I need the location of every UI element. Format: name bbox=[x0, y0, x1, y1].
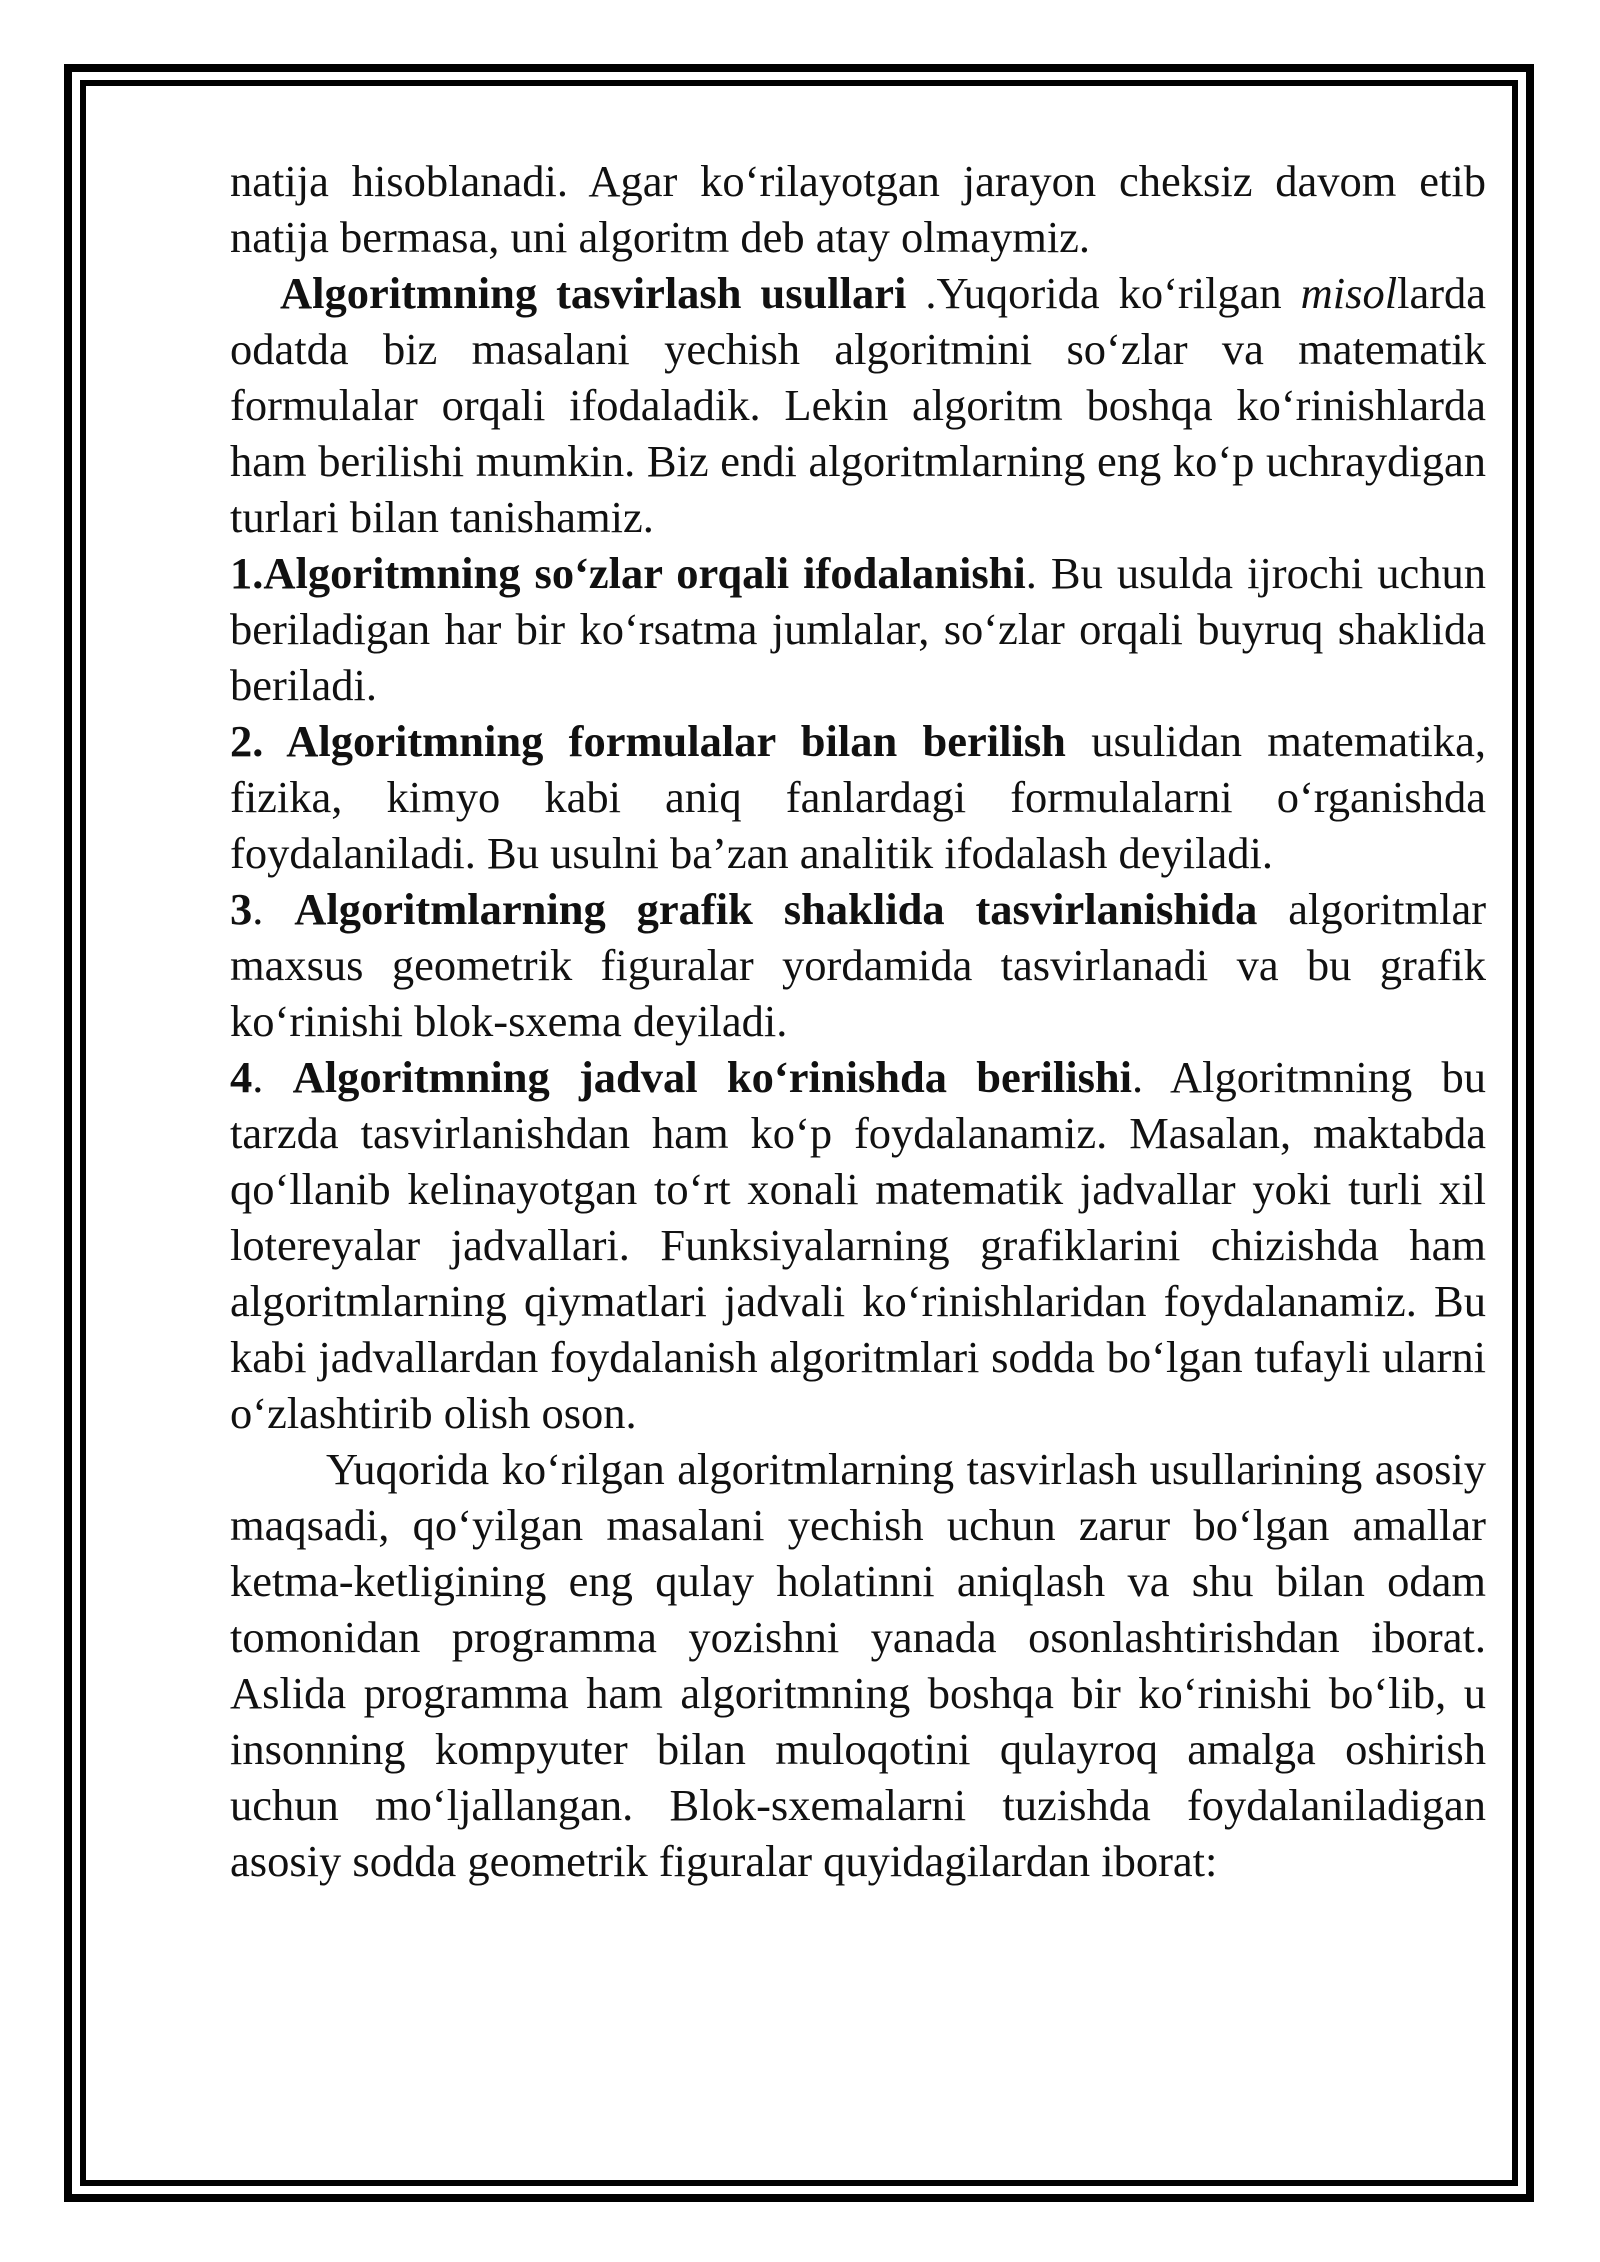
paragraph-text: . Bu usulda ijrochi uchun beriladigan har bir ko‘rsatma jumlalar, so‘zlar orqali buyruq shaklida beriladi. bbox=[230, 548, 1486, 710]
heading-separator: . bbox=[906, 268, 937, 318]
section-heading-methods: Algoritmning tasvirlash usullari bbox=[280, 268, 907, 318]
method-heading-2: 2. Algoritmning formulalar bilan berilish bbox=[230, 716, 1066, 766]
paragraph-text: algoritmlar maxsus geometrik figuralar yordamida tasvirlanadi va bu grafik ko‘rinishi blok-sxema deyiladi. bbox=[230, 884, 1487, 1046]
paragraph-method-4 bbox=[230, 1049, 1486, 1441]
paragraph-text: larda odatda biz masalani yechish algoritmini so‘zlar va matematik formulalar orqali ifodaladik. Lekin algoritm boshqa ko‘rinishlarda ham berilishi mumkin. Biz endi algoritmlarning eng ko‘p uchraydigan turlari bilan tanishamiz. bbox=[230, 268, 1487, 542]
number-separator: . bbox=[252, 1052, 293, 1102]
paragraph-text: . Algoritmning bu tarzda tasvirlanishdan ham ko‘p foydalanamiz. Masalan, maktabda qo‘llanib kelinayotgan to‘rt xonali matematik jadvallar yoki turli xil lotereyalar jadvallari. Funksiyalarning grafiklarini chizishda ham algoritmlarning qiymatlari jadvali ko‘rinishlaridan foydalanamiz. Bu kabi jadvallardan foydalanish algoritmlari sodda bo‘lgan tufayli ularni o‘zlashtirib olish oson. bbox=[230, 1052, 1486, 1438]
italic-word: misol bbox=[1300, 268, 1398, 318]
paragraph-intro: natija hisoblanadi. Agar ko‘rilayotgan jarayon cheksiz davom etib natija bermasa, uni algoritm deb atay olmaymiz. bbox=[230, 156, 1486, 262]
paragraph-method-3 bbox=[230, 881, 1486, 1049]
method-number-4: 4 bbox=[230, 1052, 253, 1102]
paragraph-summary: Yuqorida ko‘rilgan algoritmlarning tasvirlash usullarining asosiy maqsadi, qo‘yilgan masalani yechish uchun zarur bo‘lgan amallar ketma-ketligining eng qulay holatinni aniqlash va shu bilan odam tomonidan programma yozishni yanada osonlashtirishdan iborat. Aslida programma ham algoritmning boshqa bir ko‘rinishi bo‘lib, u insonning kompyuter bilan muloqotini qulayroq amalga oshirish uchun mo‘ljallangan. Blok-sxemalarni tuzishda foydalaniladigan asosiy sodda geometrik figuralar quyidagilardan iborat: bbox=[230, 1444, 1486, 1886]
paragraph-text: Yuqorida ko‘rilgan bbox=[936, 268, 1301, 318]
method-heading-4: Algoritmning jadval ko‘rinishda berilishi bbox=[292, 1052, 1133, 1102]
paragraph-methods bbox=[230, 265, 1486, 545]
paragraph-method-1 bbox=[230, 545, 1486, 713]
paragraph-method-2 bbox=[230, 713, 1486, 881]
method-heading-3: Algoritmlarning grafik shaklida tasvirlanishida bbox=[294, 884, 1258, 934]
method-number-3: 3 bbox=[230, 884, 253, 934]
method-heading-1: 1.Algoritmning so‘zlar orqali ifodalanishi bbox=[230, 548, 1026, 598]
paragraph-text: usulidan matematika, fizika, kimyo kabi aniq fanlardagi formulalarni o‘rganishda foydalaniladi. Bu usulni ba’zan analitik ifodalash deyiladi. bbox=[230, 716, 1486, 878]
number-separator: . bbox=[252, 884, 295, 934]
document-body bbox=[230, 153, 1486, 1889]
